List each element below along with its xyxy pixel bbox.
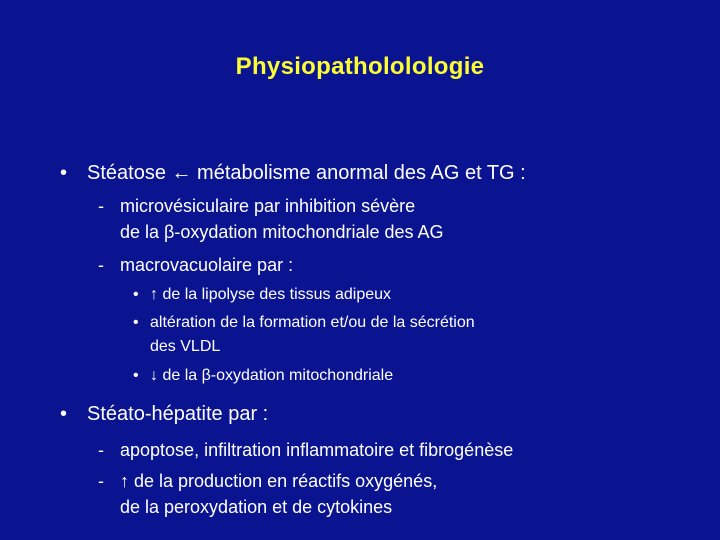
sub-item-production: ↑ de la production en réactifs oxygénés,: [120, 471, 438, 491]
dash-marker: -: [98, 471, 104, 491]
dash-marker: -: [98, 196, 104, 216]
page-title: Physiopathololologie: [235, 53, 485, 80]
bullet-marker: •: [60, 162, 68, 184]
sub-item-production-cont: de la peroxydation et de cytokines: [120, 497, 393, 517]
sub-item-microvesiculaire-cont: de la β-oxydation mitochondriale des AG: [120, 222, 444, 242]
bullet-steato-hepatite: Stéato-hépatite par :: [87, 403, 269, 425]
sub-sub-item-alteration-cont: des VLDL: [150, 338, 221, 355]
bullet-marker: •: [133, 286, 139, 303]
bullet-marker: •: [133, 314, 139, 331]
sub-item-microvesiculaire: microvésiculaire par inhibition sévère: [120, 196, 416, 216]
sub-sub-item-beta-oxydation: ↓ de la β-oxydation mitochondriale: [150, 367, 394, 384]
dash-marker: -: [98, 440, 104, 460]
dash-marker: -: [98, 255, 104, 275]
bullet-marker: •: [133, 367, 139, 384]
sub-item-apoptose: apoptose, infiltration inflammatoire et fibrogénèse: [120, 440, 514, 460]
sub-item-macrovacuolaire: macrovacuolaire par :: [120, 255, 294, 275]
bullet-steatose: Stéatose ← métabolisme anormal des AG et TG :: [87, 162, 526, 184]
sub-sub-item-lipolyse: ↑ de la lipolyse des tissus adipeux: [150, 286, 392, 303]
sub-sub-item-alteration: altération de la formation et/ou de la sécrétion: [150, 314, 475, 331]
bullet-marker: •: [60, 403, 68, 425]
